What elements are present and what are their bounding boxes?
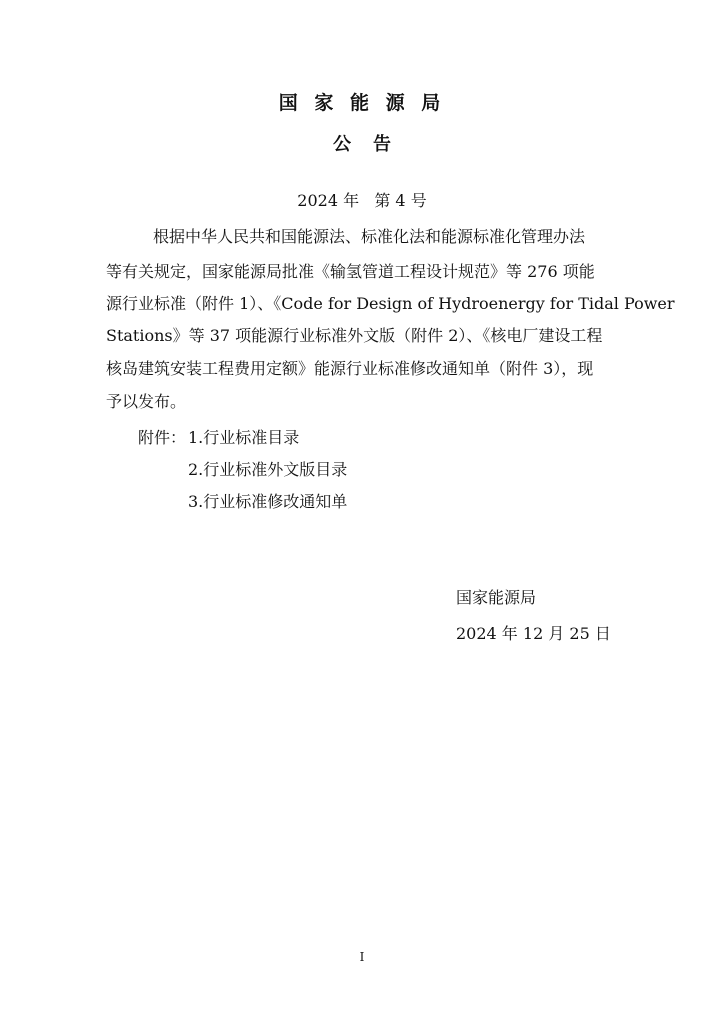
document-subtitle: 公告 bbox=[333, 134, 413, 155]
body-line: 源行业标准（附件 1）、《Code for Design of Hydroenergy for Tidal Power bbox=[106, 294, 675, 313]
attachment-item: 1.行业标准目录 bbox=[188, 428, 300, 447]
page-number: I bbox=[359, 950, 365, 964]
document-title: 国 家 能 源 局 bbox=[278, 92, 446, 114]
attachment-item: 2.行业标准外文版目录 bbox=[188, 460, 348, 479]
attachment-item: 3.行业标准修改通知单 bbox=[188, 492, 348, 511]
body-line: 根据中华人民共和国能源法、标准化法和能源标准化管理办法 bbox=[153, 227, 586, 246]
signature-org: 国家能源局 bbox=[456, 588, 537, 607]
attachments-label: 附件： bbox=[138, 428, 187, 447]
announcement-number: 2024 年 第 4 号 bbox=[297, 191, 427, 210]
body-line: 核岛建筑安装工程费用定额》能源行业标准修改通知单（附件 3），现 bbox=[106, 359, 594, 378]
body-line: Stations》等 37 项能源行业标准外文版（附件 2）、《核电厂建设工程 bbox=[106, 326, 603, 345]
body-line: 等有关规定，国家能源局批准《输氢管道工程设计规范》等 276 项能 bbox=[106, 262, 595, 281]
body-line: 予以发布。 bbox=[106, 392, 187, 411]
signature-date: 2024 年 12 月 25 日 bbox=[456, 624, 611, 643]
